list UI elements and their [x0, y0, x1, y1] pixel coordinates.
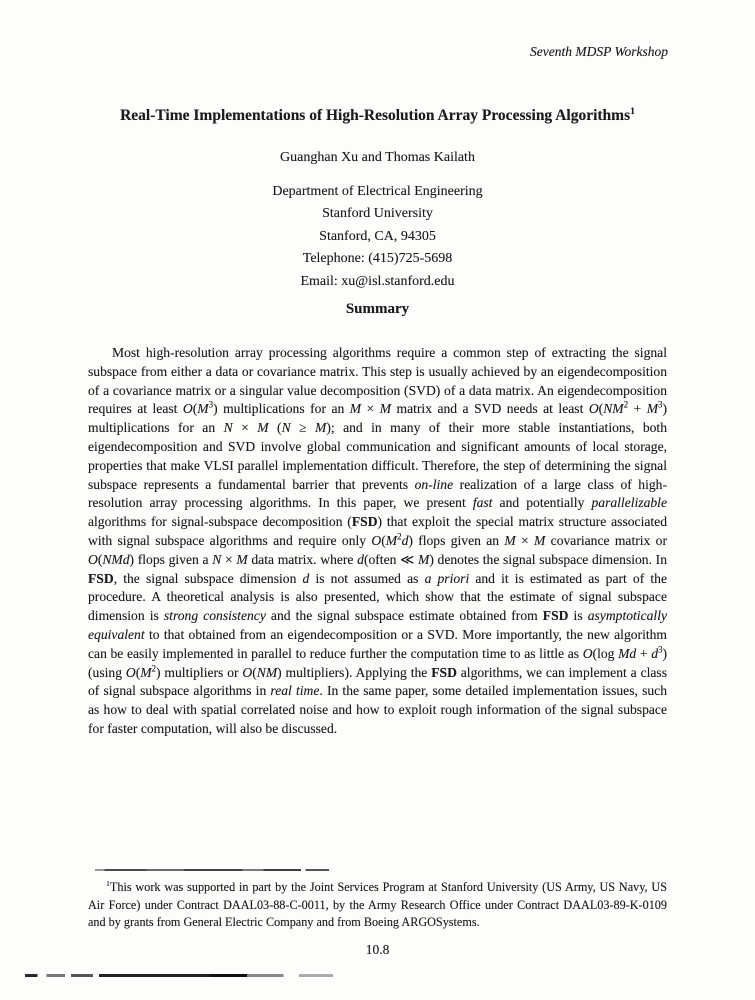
footnote-mark: 1: [106, 879, 110, 888]
paper-title: [45, 106, 710, 125]
footnote: [88, 875, 667, 932]
running-header: Seventh MDSP Workshop: [530, 44, 668, 59]
scan-artifact-line: [25, 974, 333, 977]
affiliation-line: Email: xu@isl.stanford.edu: [300, 273, 455, 289]
authors-line: Guanghan Xu and Thomas Kailath: [280, 150, 475, 165]
affiliation-line: Stanford, CA, 94305: [319, 228, 436, 244]
footnote-text: This work was supported in part by the Joint Services Program at Stanford University (US Army, US Navy, US Air Force) under Contract DAAL03-88-C-0011, by the Army Research Office under Contract DAAL03-89-K-0109 and by grants from General Electric Company and from Boeing ARGOSystems.: [88, 880, 667, 930]
paper-title-text: Real-Time Implementations of High-Resolution Array Processing Algorithms: [120, 107, 631, 125]
section-heading-summary: Summary: [345, 301, 410, 317]
affiliation-block: [0, 181, 755, 293]
footnote-separator-rule: [95, 869, 329, 871]
page-number: 10.8: [365, 942, 390, 957]
affiliation-line: Department of Electrical Engineering: [272, 184, 483, 199]
affiliation-line: Telephone: (415)725-5698: [302, 251, 453, 267]
affiliation-line: Stanford University: [322, 206, 433, 222]
title-footnote-mark: 1: [630, 106, 635, 117]
summary-paragraph: Most high-resolution array processing algorithms require a common step of extracting the signal subspace from either a data or covariance matrix. This step is usually achieved by an eigendecomposition of a covariance matrix or a singular value decomposition (SVD) of a data matrix. An eigendecomposition requires at least $O(M^3)$ multiplications for an M × M matrix and a SVD needs at least $O(NM^2 + M^3)$ multiplications for an N × M (N ≥ M); and in many of their more stable instantiations, both eigendecomposition and SVD involve global communication and significant amounts of local storage, properties that make VLSI parallel implementation difficult. Therefore, the step of determining the signal subspace represents a fundamental barrier that prevents on-line realization of a large class of high-resolution array processing algorithms. In this paper, we present fast and potentially parallelizable algorithms for signal-subspace decomposition (FSD) that exploit the special matrix structure associated with signal subspace algorithms and require only $O(M^2d)$ flops given an M × M covariance matrix or O(NMd) flops given a N × M data matrix. where d(often ≪ M) denotes the signal subspace dimension. In FSD, the signal subspace dimension d is not assumed as a priori and it is estimated as part of the procedure. A theoretical analysis is also presented, which show that the estimate of signal subspace dimension is strong consistency and the signal subspace estimate obtained from FSD is asymptotically equivalent to that obtained from an eigendecomposition or a SVD. More importantly, the new algorithm can be easily implemented in parallel to reduce further the computation time to as little as O(log $Md + d^3$) (using $O(M^2)$ multipliers or O(NM) multipliers). Applying the FSD algorithms, we can implement a class of signal subspace algorithms in real time. In the same paper, some detailed implementation issues, such as how to deal with spatial correlated noise and how to exploit rough information of the signal subspace for faster computation, will also be discussed.: [88, 345, 668, 736]
